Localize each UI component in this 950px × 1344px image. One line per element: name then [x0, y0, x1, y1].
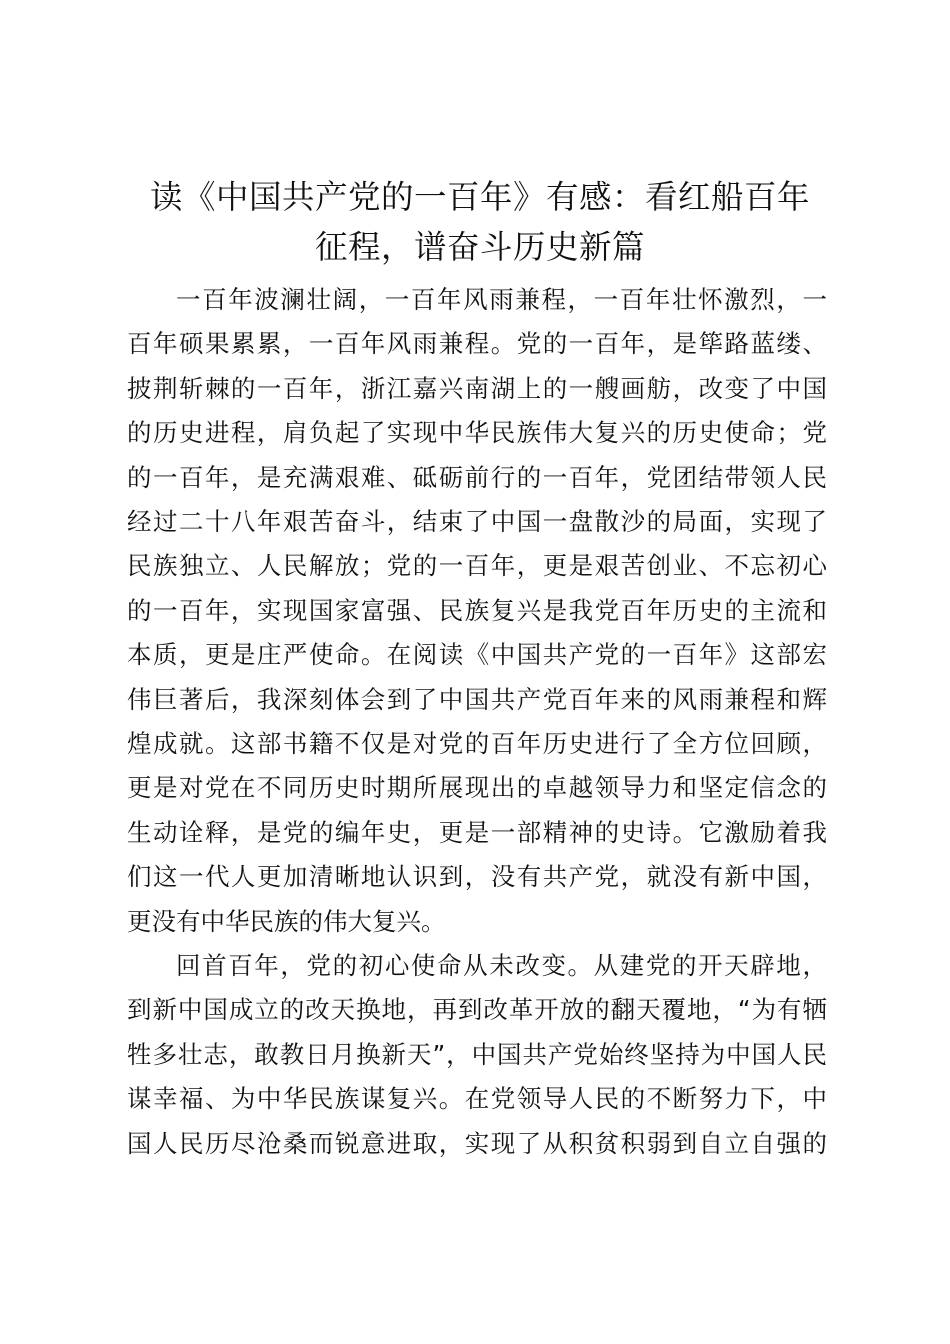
paragraph-line: 民族独立、人民解放；党的一百年，更是艰苦创业、不忘初心	[127, 551, 827, 581]
title-line: 征程，谱奋斗历史新篇	[314, 228, 645, 266]
body-paragraph-1	[127, 278, 827, 944]
paragraph-line: 一百年波澜壮阔，一百年风雨兼程，一百年壮怀激烈，一	[176, 285, 827, 314]
paragraph-line: 伟巨著后，我深刻体会到了中国共产党百年来的风雨兼程和辉	[127, 684, 827, 714]
paragraph-line: 经过二十八年艰苦奋斗，结束了中国一盘散沙的局面，实现了	[127, 507, 827, 537]
paragraph-line: 的一百年，是充满艰难、砥砺前行的一百年，党团结带领人民	[127, 462, 827, 492]
title-line: 读《中国共产党的一百年》有感：看红船百年	[149, 178, 810, 216]
paragraph-line: 谋幸福、为中华民族谋复兴。在党领导人民的不断努力下，中	[127, 1084, 827, 1114]
paragraph-line: 煌成就。这部书籍不仅是对党的百年历史进行了全方位回顾，	[127, 729, 827, 759]
paragraph-line: 生动诠释，是党的编年史，更是一部精神的史诗。它激励着我	[127, 817, 827, 847]
document-title	[110, 172, 850, 272]
body-paragraph-2	[127, 944, 827, 1166]
paragraph-line: 国人民历尽沧桑而锐意进取，实现了从积贫积弱到自立自强的	[127, 1128, 827, 1158]
paragraph-line: 更没有中华民族的伟大复兴。	[127, 906, 446, 936]
paragraph-line: 回首百年，党的初心使命从未改变。从建党的开天辟地，	[176, 951, 827, 980]
paragraph-line: 的历史进程，肩负起了实现中华民族伟大复兴的历史使命；党	[127, 418, 827, 448]
paragraph-line: 们这一代人更加清晰地认识到，没有共产党，就没有新中国，	[127, 862, 827, 892]
paragraph-line: 牲多壮志，敢教日月换新天”，中国共产党始终坚持为中国人民	[127, 1039, 827, 1069]
paragraph-line: 披荆斩棘的一百年，浙江嘉兴南湖上的一艘画舫，改变了中国	[127, 373, 827, 403]
paragraph-line: 的一百年，实现国家富强、民族复兴是我党百年历史的主流和	[127, 595, 827, 625]
paragraph-line: 到新中国成立的改天换地，再到改革开放的翻天覆地，“为有牺	[127, 995, 827, 1025]
paragraph-line: 更是对党在不同历史时期所展现出的卓越领导力和坚定信念的	[127, 773, 827, 803]
paragraph-line: 本质，更是庄严使命。在阅读《中国共产党的一百年》这部宏	[127, 640, 827, 670]
paragraph-line: 百年硕果累累，一百年风雨兼程。党的一百年，是筚路蓝缕、	[127, 329, 827, 359]
